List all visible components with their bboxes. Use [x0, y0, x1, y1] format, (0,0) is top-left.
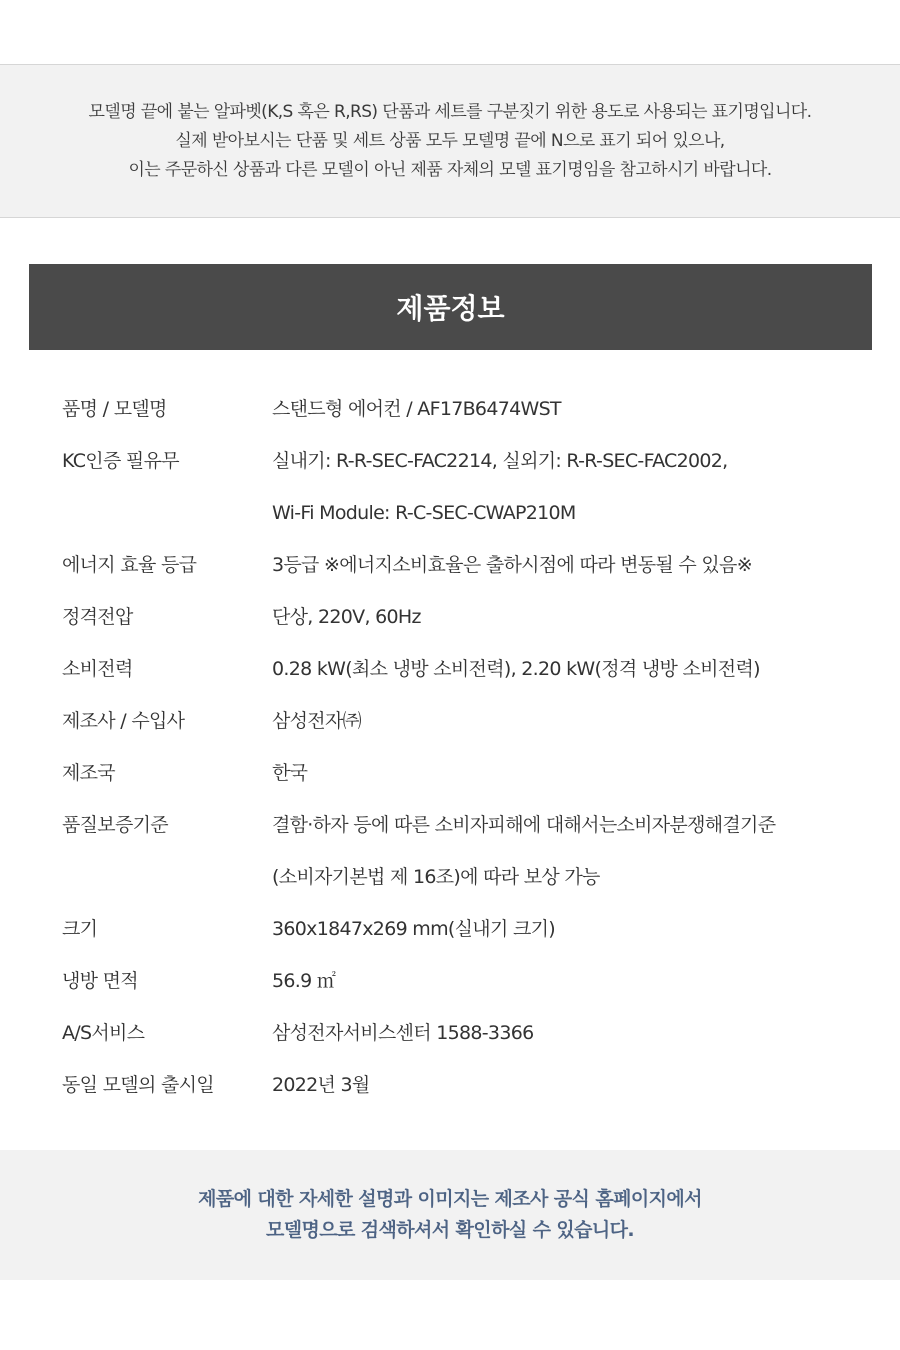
spec-row	[0, 955, 900, 1007]
spec-value: 0.28 kW(최소 냉방 소비전력), 2.20 kW(정격 냉방 소비전력)	[272, 658, 760, 680]
spec-value: 삼성전자서비스센터 1588-3366	[272, 1022, 534, 1044]
spec-label: 소비전력	[62, 658, 133, 680]
spec-values	[272, 955, 335, 1007]
spec-label: 제조사 / 수입사	[62, 710, 185, 732]
footer-line: 제품에 대한 자세한 설명과 이미지는 제조사 공식 홈페이지에서	[198, 1188, 702, 1210]
spec-value: 실내기: R-R-SEC-FAC2214, 실외기: R-R-SEC-FAC2002,	[272, 450, 728, 472]
product-info-header	[29, 264, 872, 350]
spec-values	[272, 383, 561, 435]
spec-row	[0, 435, 900, 539]
notice-line: 실제 받아보시는 단품 및 세트 상품 모두 모델명 끝에 N으로 표기 되어 있으나,	[175, 130, 725, 151]
spec-values	[272, 539, 752, 591]
spec-row	[0, 799, 900, 903]
spec-row	[0, 1059, 900, 1111]
spec-value: 56.9 ㎡	[272, 970, 336, 992]
spec-values	[272, 1059, 370, 1111]
spec-values	[272, 799, 775, 903]
spec-value: 3등급 ※에너지소비효율은 출하시점에 따라 변동될 수 있음※	[272, 554, 752, 576]
spec-value: (소비자기본법 제 16조)에 따라 보상 가능	[272, 866, 600, 888]
spec-values	[272, 591, 421, 643]
spec-value: 삼성전자㈜	[272, 710, 361, 732]
footer-notice	[0, 1150, 900, 1280]
spec-row	[0, 747, 900, 799]
spec-row	[0, 383, 900, 435]
product-info-title: 제품정보	[396, 292, 505, 325]
spec-row	[0, 591, 900, 643]
spec-row	[0, 903, 900, 955]
spec-value: 한국	[272, 762, 308, 784]
spec-value: 스탠드형 에어컨 / AF17B6474WST	[272, 398, 561, 420]
spec-label: 냉방 면적	[62, 970, 138, 992]
spec-label: 크기	[62, 918, 98, 940]
footer-line: 모델명으로 검색하셔서 확인하실 수 있습니다.	[265, 1219, 634, 1241]
spec-values	[272, 1007, 534, 1059]
spec-value: 결함·하자 등에 따른 소비자피해에 대해서는소비자분쟁해결기준	[272, 814, 776, 836]
spec-label: KC인증 필유무	[62, 450, 179, 472]
spec-values	[272, 695, 361, 747]
model-notice	[0, 64, 900, 218]
spec-row	[0, 1007, 900, 1059]
spec-value: Wi-Fi Module: R-C-SEC-CWAP210M	[272, 502, 576, 524]
spec-label: 에너지 효율 등급	[62, 554, 197, 576]
spec-label: A/S서비스	[62, 1022, 145, 1044]
spec-values	[272, 903, 555, 955]
spec-label: 동일 모델의 출시일	[62, 1074, 214, 1096]
spec-label: 정격전압	[62, 606, 133, 628]
spec-value: 단상, 220V, 60Hz	[272, 606, 421, 628]
notice-line: 이는 주문하신 상품과 다른 모델이 아닌 제품 자체의 모델 표기명임을 참고하시기 바랍니다.	[128, 159, 772, 180]
spec-row	[0, 643, 900, 695]
spec-row	[0, 695, 900, 747]
spec-values	[272, 747, 307, 799]
spec-label: 제조국	[62, 762, 115, 784]
spec-label: 품명 / 모델명	[62, 398, 167, 420]
spec-label: 품질보증기준	[62, 814, 168, 836]
spec-row	[0, 539, 900, 591]
notice-line: 모델명 끝에 붙는 알파벳(K,S 혹은 R,RS) 단품과 세트를 구분짓기 위한 용도로 사용되는 표기명입니다.	[88, 101, 812, 122]
spec-value: 360x1847x269 mm(실내기 크기)	[272, 918, 555, 940]
product-spec-table	[0, 383, 900, 1111]
spec-values	[272, 435, 728, 539]
spec-value: 2022년 3월	[272, 1074, 370, 1096]
spec-values	[272, 643, 760, 695]
